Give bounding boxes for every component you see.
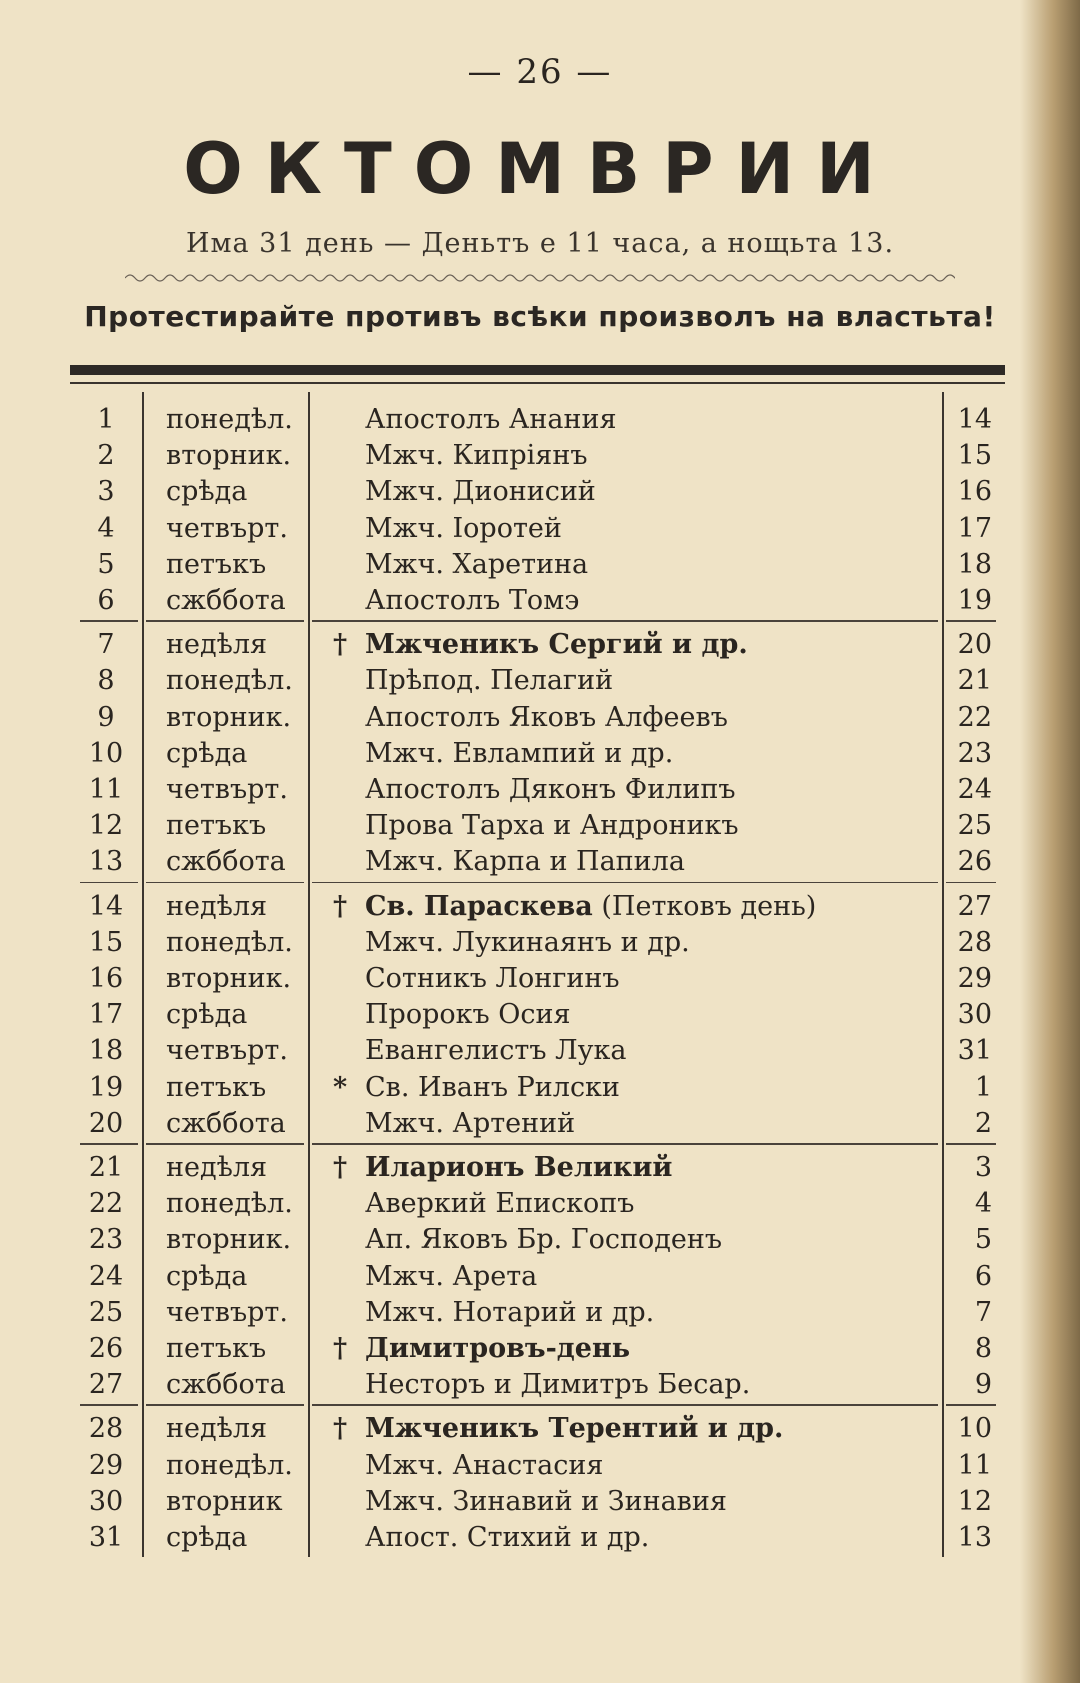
day-number: 9 — [97, 701, 115, 733]
saint-name — [365, 808, 739, 844]
weekday: недѣля — [166, 1413, 268, 1445]
old-style-date: 14 — [957, 404, 992, 435]
day-number: 31 — [88, 1522, 124, 1553]
weekday: понедѣл. — [166, 1188, 293, 1220]
saint-name-bold: Димитровъ-день — [365, 1333, 631, 1364]
saint-name — [365, 583, 579, 619]
calendar-row — [80, 772, 1000, 808]
day-number: 17 — [88, 999, 124, 1031]
day-number: 1 — [97, 404, 115, 435]
day-number: 23 — [88, 1224, 124, 1256]
old-style-date: 10 — [957, 1413, 992, 1445]
weekday: вторник. — [166, 701, 292, 733]
weekday: срѣда — [166, 999, 248, 1031]
calendar-row — [80, 1150, 1000, 1186]
weekday: срѣда — [166, 737, 248, 769]
old-style-date: 12 — [957, 1485, 992, 1517]
calendar-row — [80, 1448, 1000, 1484]
saint-name — [365, 844, 685, 880]
feast-mark: † — [332, 1413, 348, 1445]
calendar-row — [80, 402, 1000, 438]
calendar-row — [80, 1411, 1000, 1447]
day-number: 10 — [88, 737, 124, 769]
old-style-date: 30 — [957, 999, 992, 1031]
calendar-row — [80, 511, 1000, 547]
weekday: сжбботa — [166, 1107, 286, 1139]
calendar-row — [80, 1106, 1000, 1142]
saint-name-plain: Аверкий Епископъ — [365, 1188, 635, 1220]
weekday: срѣда — [166, 1522, 248, 1553]
feast-mark: † — [332, 629, 348, 661]
day-number: 30 — [88, 1485, 124, 1517]
old-style-date: 22 — [957, 701, 992, 733]
saint-name-bold: Мжченикъ Терентий и др. — [365, 1413, 784, 1445]
old-style-date: 13 — [957, 1522, 992, 1553]
weekday: понедѣл. — [166, 1449, 293, 1481]
saint-name-plain: Мжч. Анастасия — [365, 1449, 604, 1481]
day-number: 28 — [88, 1413, 124, 1445]
day-number: 25 — [88, 1296, 124, 1328]
calendar-row — [80, 474, 1000, 510]
weekday: сжбботa — [166, 1369, 286, 1401]
saint-name-rest: (Петковъ день) — [592, 890, 817, 922]
saint-name-plain: Прова Тарха и Андроникъ — [365, 810, 739, 842]
calendar-table — [80, 392, 1000, 1557]
saint-name — [365, 1106, 575, 1142]
weekday: вторник. — [166, 963, 292, 994]
saint-name-plain: Св. Иванъ Рилски — [365, 1071, 620, 1103]
calendar-row — [80, 700, 1000, 736]
saint-name-plain: Апостолъ Дяконъ Филипъ — [365, 774, 736, 805]
saint-name-bold: Св. Параскева — [365, 890, 593, 922]
saint-name — [365, 1448, 603, 1484]
calendar-row — [80, 1186, 1000, 1222]
saint-name — [365, 627, 748, 663]
saint-name-plain: Апостолъ Анания — [365, 404, 617, 435]
old-style-date: 15 — [957, 440, 992, 472]
old-style-date: 28 — [957, 926, 992, 958]
old-style-date: 31 — [957, 1035, 992, 1067]
saint-name — [365, 474, 596, 510]
day-number: 16 — [88, 963, 124, 994]
saint-name-bold: Иларионъ Великий — [365, 1152, 673, 1183]
day-number: 15 — [88, 926, 124, 958]
calendar-row — [80, 547, 1000, 583]
protest-slogan: Протестирайте противъ всѣки произволъ на властьта! — [84, 300, 996, 333]
saint-name-plain: Ап. Яковъ Бр. Господенъ — [365, 1224, 723, 1256]
day-number: 27 — [88, 1369, 124, 1401]
saint-name — [365, 1520, 649, 1556]
header-thin-rule — [70, 382, 1005, 384]
saint-name-plain: Мжч. Карпа и Папила — [365, 846, 685, 878]
old-style-date: 27 — [957, 890, 992, 922]
old-style-date: 20 — [957, 629, 992, 661]
week-separator — [80, 882, 1000, 883]
weekday: недѣля — [166, 629, 268, 661]
weekday: понедѣл. — [166, 926, 293, 958]
day-number: 2 — [97, 440, 115, 472]
calendar-row — [80, 663, 1000, 699]
saint-name — [365, 772, 736, 808]
calendar-row — [80, 889, 1000, 925]
old-style-date: 7 — [974, 1296, 992, 1328]
day-number: 18 — [88, 1035, 124, 1067]
saint-name-plain: Несторъ и Димитръ Бесар. — [365, 1369, 751, 1401]
calendar-row — [80, 808, 1000, 844]
calendar-row — [80, 1331, 1000, 1367]
day-number: 5 — [97, 548, 115, 580]
saint-name — [365, 1150, 672, 1186]
calendar-row — [80, 627, 1000, 663]
feast-mark: † — [332, 1152, 348, 1183]
weekday: четвърт. — [166, 1035, 288, 1067]
weekday: четвърт. — [166, 774, 288, 805]
weekday: вторник. — [166, 1224, 292, 1256]
calendar-row — [80, 1367, 1000, 1403]
calendar-row — [80, 997, 1000, 1033]
saint-name-plain: Апост. Стихий и др. — [365, 1522, 650, 1553]
calendar-row — [80, 1222, 1000, 1258]
saint-name — [365, 1411, 783, 1447]
day-number: 12 — [88, 810, 124, 842]
calendar-row — [80, 1070, 1000, 1106]
feast-mark: † — [332, 1333, 348, 1364]
saint-name-plain: Мжч. Лукинаянъ и др. — [365, 926, 690, 958]
header-thick-rule — [70, 365, 1005, 375]
saint-name — [365, 402, 617, 438]
old-style-date: 6 — [974, 1260, 992, 1292]
old-style-date: 23 — [957, 737, 992, 769]
day-number: 14 — [88, 890, 124, 922]
saint-name — [365, 663, 613, 699]
weekday: недѣля — [166, 890, 268, 922]
day-number: 29 — [88, 1449, 124, 1481]
day-number: 13 — [88, 846, 124, 878]
saint-name-plain: Пророкъ Осия — [365, 999, 571, 1031]
saint-name-plain: Апостолъ Томэ — [365, 585, 580, 616]
saint-name — [365, 1033, 626, 1069]
day-number: 19 — [88, 1071, 124, 1103]
feast-mark: * — [332, 1071, 348, 1103]
calendar-row — [80, 1484, 1000, 1520]
saint-name — [365, 1295, 654, 1331]
saint-name — [365, 511, 562, 547]
saint-name-plain: Сотникъ Лонгинъ — [365, 963, 620, 994]
weekday: сжбботa — [166, 846, 286, 878]
saint-name-plain: Апостолъ Яковъ Алфеевъ — [365, 701, 728, 733]
old-style-date: 16 — [957, 476, 992, 508]
weekday: петъкъ — [166, 1333, 267, 1364]
saint-name-plain: Мжч. Артений — [365, 1107, 576, 1139]
day-number: 21 — [88, 1152, 124, 1183]
saint-name-plain: Евангелистъ Лука — [365, 1035, 627, 1067]
day-number: 20 — [88, 1107, 124, 1139]
saint-name-plain: Мжч. Дионисий — [365, 476, 596, 508]
calendar-row — [80, 736, 1000, 772]
old-style-date: 11 — [957, 1449, 992, 1481]
saint-name — [365, 1222, 722, 1258]
day-number: 11 — [88, 774, 124, 805]
saint-name-plain: Прѣпод. Пелагий — [365, 665, 614, 697]
saint-name — [365, 925, 690, 961]
calendar-row — [80, 1259, 1000, 1295]
day-number: 26 — [88, 1333, 124, 1364]
old-style-date: 3 — [974, 1152, 992, 1183]
weekday: четвърт. — [166, 1296, 288, 1328]
weekday: понедѣл. — [166, 665, 293, 697]
week-separator — [80, 620, 1000, 621]
calendar-row — [80, 583, 1000, 619]
old-style-date: 29 — [957, 963, 992, 994]
calendar-row — [80, 925, 1000, 961]
weekday: петъкъ — [166, 548, 267, 580]
old-style-date: 18 — [957, 548, 992, 580]
weekday: петъкъ — [166, 810, 267, 842]
day-number: 22 — [88, 1188, 124, 1220]
saint-name-plain: Мжч. Арета — [365, 1260, 538, 1292]
saint-name-plain: Мжч. Зинавий и Зинавия — [365, 1485, 727, 1517]
saint-name — [365, 1331, 630, 1367]
weekday: четвърт. — [166, 512, 288, 544]
day-number: 24 — [88, 1260, 124, 1292]
weekday: понедѣл. — [166, 404, 293, 435]
old-style-date: 25 — [957, 810, 992, 842]
calendar-row — [80, 438, 1000, 474]
old-style-date: 1 — [974, 1071, 992, 1103]
day-number: 6 — [97, 585, 115, 616]
wavy-divider — [125, 270, 955, 286]
saint-name — [365, 547, 588, 583]
calendar-row — [80, 961, 1000, 997]
calendar-row — [80, 1520, 1000, 1556]
feast-mark: † — [332, 890, 348, 922]
weekday: сжбботa — [166, 585, 286, 616]
saint-name — [365, 961, 620, 997]
old-style-date: 5 — [974, 1224, 992, 1256]
weekday: срѣда — [166, 476, 248, 508]
week-separator — [80, 1143, 1000, 1144]
weekday: вторник — [166, 1485, 283, 1517]
week-separator — [80, 1404, 1000, 1405]
weekday: срѣда — [166, 1260, 248, 1292]
old-style-date: 24 — [957, 774, 992, 805]
saint-name — [365, 997, 571, 1033]
saint-name — [365, 1259, 537, 1295]
saint-name — [365, 1186, 635, 1222]
old-style-date: 26 — [957, 846, 992, 878]
calendar-row — [80, 1295, 1000, 1331]
day-number: 7 — [97, 629, 115, 661]
saint-name-plain: Мжч. Кипріянъ — [365, 440, 588, 472]
calendar-row — [80, 1033, 1000, 1069]
old-style-date: 4 — [974, 1188, 992, 1220]
saint-name-bold: Мжченикъ Сергий и др. — [365, 629, 748, 661]
saint-name — [365, 438, 588, 474]
weekday: недѣля — [166, 1152, 268, 1183]
day-number: 3 — [97, 476, 115, 508]
saint-name — [365, 700, 728, 736]
old-style-date: 8 — [974, 1333, 992, 1364]
old-style-date: 21 — [957, 665, 992, 697]
saint-name-plain: Мжч. Харетина — [365, 548, 589, 580]
saint-name — [365, 736, 673, 772]
day-number: 4 — [97, 512, 115, 544]
saint-name-plain: Мжч. Нотарий и др. — [365, 1296, 655, 1328]
saint-name-plain: Мжч. Евлампий и др. — [365, 737, 674, 769]
weekday: вторник. — [166, 440, 292, 472]
old-style-date: 9 — [974, 1369, 992, 1401]
old-style-date: 17 — [957, 512, 992, 544]
month-title: ОКТОМВРИИ — [183, 128, 897, 210]
old-style-date: 19 — [957, 585, 992, 616]
saint-name — [365, 1070, 620, 1106]
month-subtitle: Има 31 день — Деньтъ е 11 часа, а нощьта 13. — [185, 228, 895, 259]
old-style-date: 2 — [974, 1107, 992, 1139]
page-number: — 26 — — [467, 52, 613, 92]
saint-name-plain: Мжч. Іоротей — [365, 512, 562, 544]
weekday: петъкъ — [166, 1071, 267, 1103]
day-number: 8 — [97, 665, 115, 697]
saint-name — [365, 1367, 750, 1403]
saint-name — [365, 1484, 727, 1520]
saint-name — [365, 889, 816, 925]
calendar-row — [80, 844, 1000, 880]
